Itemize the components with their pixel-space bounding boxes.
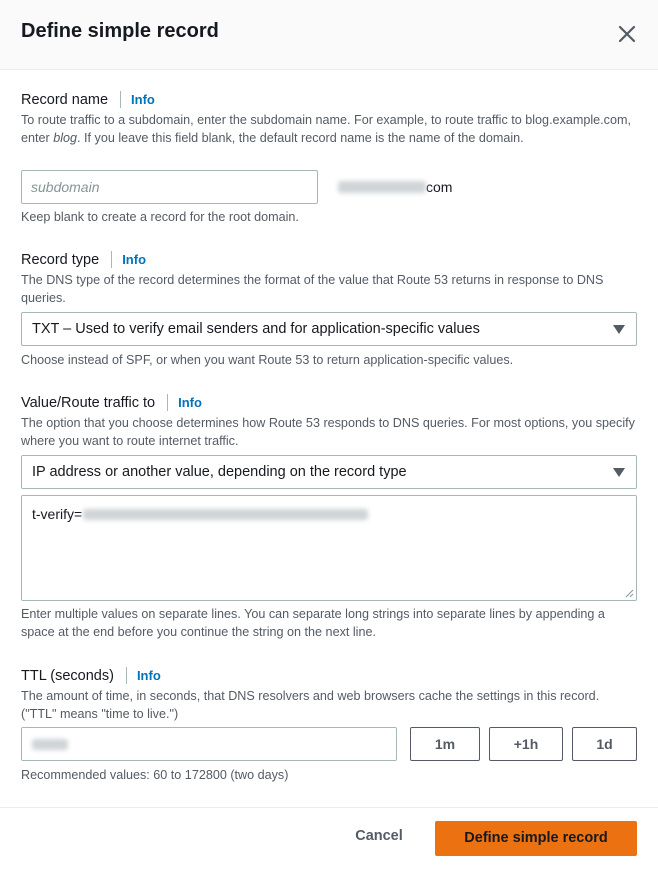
ttl-label-row xyxy=(21,667,161,684)
record-value-content xyxy=(32,505,368,523)
record-value-textarea[interactable] xyxy=(21,495,637,601)
resize-handle-icon[interactable] xyxy=(625,589,634,598)
cancel-button[interactable]: Cancel xyxy=(355,828,403,844)
close-icon[interactable] xyxy=(614,21,640,47)
record-type-selected-value: TXT – Used to verify email senders and for application-specific values xyxy=(32,321,480,337)
record-name-description xyxy=(21,111,637,147)
domain-suffix-text: com xyxy=(426,179,453,195)
value-route-selected-value: IP address or another value, depending on the record type xyxy=(32,464,407,480)
record-type-hint: Choose instead of SPF, or when you want Route 53 to return application-specific values. xyxy=(21,353,514,367)
label-separator xyxy=(126,667,127,684)
record-name-hint: Keep blank to create a record for the root domain. xyxy=(21,210,299,224)
ttl-plus-1h-button[interactable]: +1h xyxy=(489,727,563,761)
record-name-desc-text: To route traffic to a subdomain, enter the subdomain name. For example, to route traffic to blog.example.com, enter xyxy=(21,113,631,145)
redacted-value xyxy=(83,509,368,520)
record-value-text: t-verify= xyxy=(32,506,83,522)
caret-down-icon xyxy=(613,468,625,477)
record-type-label: Record type xyxy=(21,251,100,268)
record-name-label: Record name xyxy=(21,91,109,108)
ttl-description: The amount of time, in seconds, that DNS resolvers and web browsers cache the settings in this record. ("TTL" means "time to live.") xyxy=(21,689,600,721)
dialog-footer-divider xyxy=(0,807,658,808)
ttl-input[interactable] xyxy=(21,727,397,761)
ttl-info-link[interactable]: Info xyxy=(136,668,161,683)
domain-suffix xyxy=(338,178,452,196)
record-type-select[interactable] xyxy=(21,312,637,346)
value-route-select[interactable] xyxy=(21,455,637,489)
ttl-hint: Recommended values: 60 to 172800 (two days) xyxy=(21,768,289,782)
redacted-domain xyxy=(338,181,426,193)
define-simple-record-button[interactable]: Define simple record xyxy=(435,821,637,856)
dialog-header xyxy=(0,0,658,70)
record-type-info-link[interactable]: Info xyxy=(122,252,147,267)
value-route-label-row xyxy=(21,394,202,411)
label-separator xyxy=(111,251,112,268)
record-type-description: The DNS type of the record determines the format of the value that Route 53 returns in response to DNS queries. xyxy=(21,273,604,305)
record-name-desc-example: blog xyxy=(53,131,78,145)
ttl-label: TTL (seconds) xyxy=(21,667,114,684)
record-type-label-row xyxy=(21,251,146,268)
label-separator xyxy=(167,394,168,411)
record-name-info-link[interactable]: Info xyxy=(131,92,155,107)
value-route-info-link[interactable]: Info xyxy=(178,395,202,410)
value-route-label: Value/Route traffic to xyxy=(21,394,156,411)
caret-down-icon xyxy=(613,325,625,334)
record-name-desc-text-end: . If you leave this field blank, the default record name is the name of the domain. xyxy=(77,131,524,145)
value-route-hint: Enter multiple values on separate lines. You can separate long strings into separate lines by appending a space at the end before you continue the string on the next line. xyxy=(21,607,605,639)
redacted-ttl-value xyxy=(32,739,68,750)
value-route-description: The option that you choose determines how Route 53 responds to DNS queries. For most options, you specify where you want to route internet traffic. xyxy=(21,416,635,448)
ttl-1d-button[interactable]: 1d xyxy=(572,727,637,761)
record-name-label-row xyxy=(21,91,155,108)
ttl-1m-button[interactable]: 1m xyxy=(410,727,480,761)
subdomain-input[interactable] xyxy=(21,170,318,204)
label-separator xyxy=(120,91,121,108)
dialog-title: Define simple record xyxy=(21,20,219,42)
